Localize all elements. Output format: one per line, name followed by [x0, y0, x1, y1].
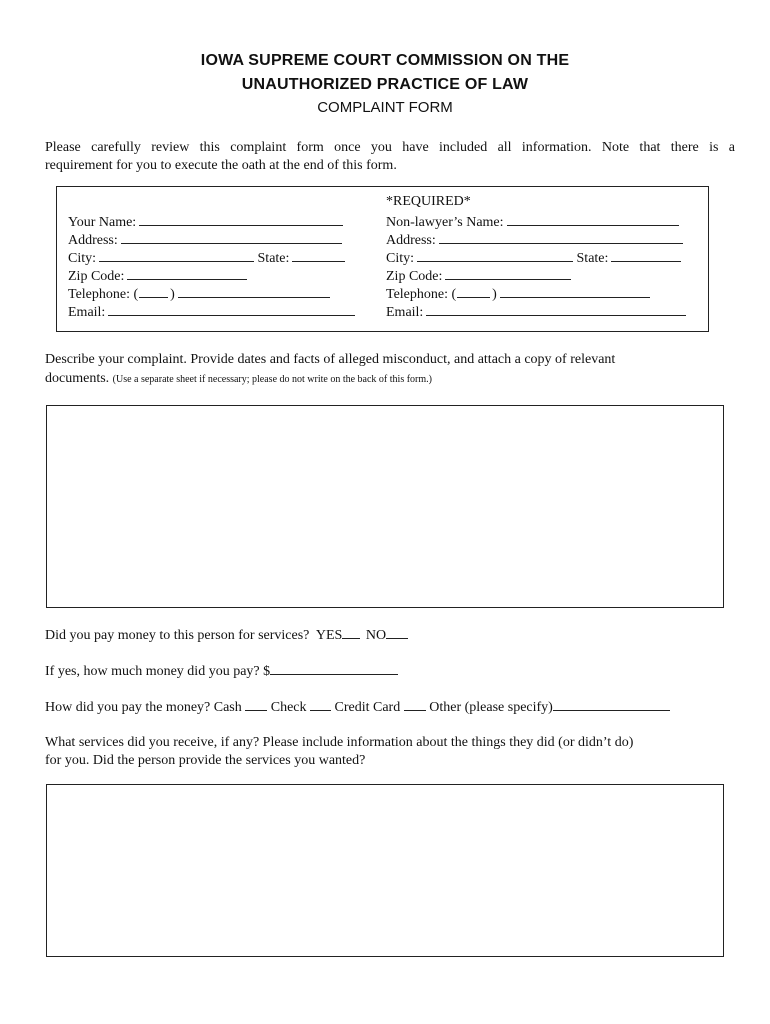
cash-label: Cash — [213, 700, 242, 715]
your-address-line[interactable] — [121, 229, 342, 244]
your-city-line[interactable] — [99, 247, 254, 262]
nonlawyer-name-line[interactable] — [507, 211, 679, 226]
your-name-label: Your Name: — [68, 215, 137, 230]
nonlawyer-area-code-line[interactable] — [457, 283, 490, 298]
nonlawyer-zip-line[interactable] — [445, 265, 571, 280]
your-name-line[interactable] — [139, 211, 343, 226]
nonlawyer-telephone-line[interactable] — [500, 283, 650, 298]
intro-line1: Please carefully review this complaint form once you have included all information. Note that there is a — [45, 140, 735, 155]
your-telephone-close: ) — [170, 287, 175, 302]
form-title-line1: IOWA SUPREME COURT COMMISSION ON THE — [200, 52, 570, 69]
nonlawyer-telephone-close: ) — [492, 287, 497, 302]
credit-card-blank[interactable] — [404, 697, 426, 711]
form-subtitle: COMPLAINT FORM — [317, 99, 453, 116]
your-telephone-field[interactable] — [68, 283, 330, 301]
nonlawyer-city-state-field[interactable] — [386, 247, 681, 265]
payment-method-question — [45, 697, 670, 717]
amount-paid-blank[interactable] — [270, 661, 398, 675]
complaint-documents-text: documents. — [45, 371, 110, 386]
intro-line2: requirement for you to execute the oath at the end of this form. — [45, 158, 397, 173]
complaint-instructions-line1: Describe your complaint. Provide dates and facts of alleged misconduct, and attach a copy of relevant — [45, 352, 616, 367]
your-email-line[interactable] — [108, 301, 355, 316]
nonlawyer-city-label: City: — [386, 251, 415, 266]
check-blank[interactable] — [310, 697, 331, 711]
nonlawyer-name-label: Non-lawyer’s Name: — [386, 215, 504, 230]
nonlawyer-address-field[interactable] — [386, 229, 683, 247]
other-blank[interactable] — [553, 697, 670, 711]
your-city-label: City: — [68, 251, 97, 266]
your-state-line[interactable] — [292, 247, 345, 262]
yes-blank[interactable] — [342, 625, 360, 639]
your-city-state-field[interactable] — [68, 247, 345, 265]
complaint-note: (Use a separate sheet if necessary; please do not write on the back of this form.) — [112, 374, 432, 385]
services-question-line1: What services did you receive, if any? Please include information about the things they did (or didn’t do) — [45, 735, 634, 750]
cash-blank[interactable] — [245, 697, 267, 711]
nonlawyer-city-line[interactable] — [417, 247, 573, 262]
complaint-textarea[interactable] — [46, 405, 724, 608]
complaint-instructions-line2 — [45, 370, 432, 389]
nonlawyer-telephone-label: Telephone: ( — [386, 287, 457, 302]
credit-card-label: Credit Card — [334, 700, 401, 715]
nonlawyer-telephone-field[interactable] — [386, 283, 650, 301]
your-name-field[interactable] — [68, 211, 343, 229]
nonlawyer-email-field[interactable] — [386, 301, 686, 319]
nonlawyer-address-label: Address: — [386, 233, 436, 248]
your-zip-label: Zip Code: — [68, 269, 125, 284]
paid-money-label: Did you pay money to this person for services? — [45, 628, 310, 643]
nonlawyer-state-label: State: — [576, 251, 609, 266]
your-area-code-line[interactable] — [139, 283, 168, 298]
your-telephone-line[interactable] — [178, 283, 330, 298]
no-label: NO — [365, 628, 387, 643]
your-zip-line[interactable] — [127, 265, 247, 280]
nonlawyer-email-label: Email: — [386, 305, 424, 320]
paid-money-question — [45, 625, 408, 645]
other-label: Other (please specify) — [429, 700, 553, 715]
nonlawyer-zip-field[interactable] — [386, 265, 571, 283]
services-textarea[interactable] — [46, 784, 724, 957]
yes-label: YES — [315, 628, 343, 643]
your-state-label: State: — [257, 251, 290, 266]
your-email-field[interactable] — [68, 301, 355, 319]
services-question-line2: for you. Did the person provide the services you wanted? — [45, 753, 366, 768]
nonlawyer-state-line[interactable] — [611, 247, 681, 262]
no-blank[interactable] — [386, 625, 408, 639]
amount-paid-label: If yes, how much money did you pay? $ — [45, 664, 271, 679]
nonlawyer-zip-label: Zip Code: — [386, 269, 443, 284]
your-zip-field[interactable] — [68, 265, 247, 283]
your-telephone-label: Telephone: ( — [68, 287, 139, 302]
your-email-label: Email: — [68, 305, 106, 320]
your-address-label: Address: — [68, 233, 118, 248]
nonlawyer-name-field[interactable] — [386, 211, 679, 229]
form-title-line2: UNAUTHORIZED PRACTICE OF LAW — [241, 76, 529, 93]
nonlawyer-email-line[interactable] — [426, 301, 686, 316]
amount-paid-question — [45, 661, 398, 681]
nonlawyer-address-line[interactable] — [439, 229, 683, 244]
required-label: *REQUIRED* — [386, 194, 471, 209]
payment-method-label: How did you pay the money? — [45, 700, 211, 715]
check-label: Check — [270, 700, 307, 715]
your-address-field[interactable] — [68, 229, 342, 247]
